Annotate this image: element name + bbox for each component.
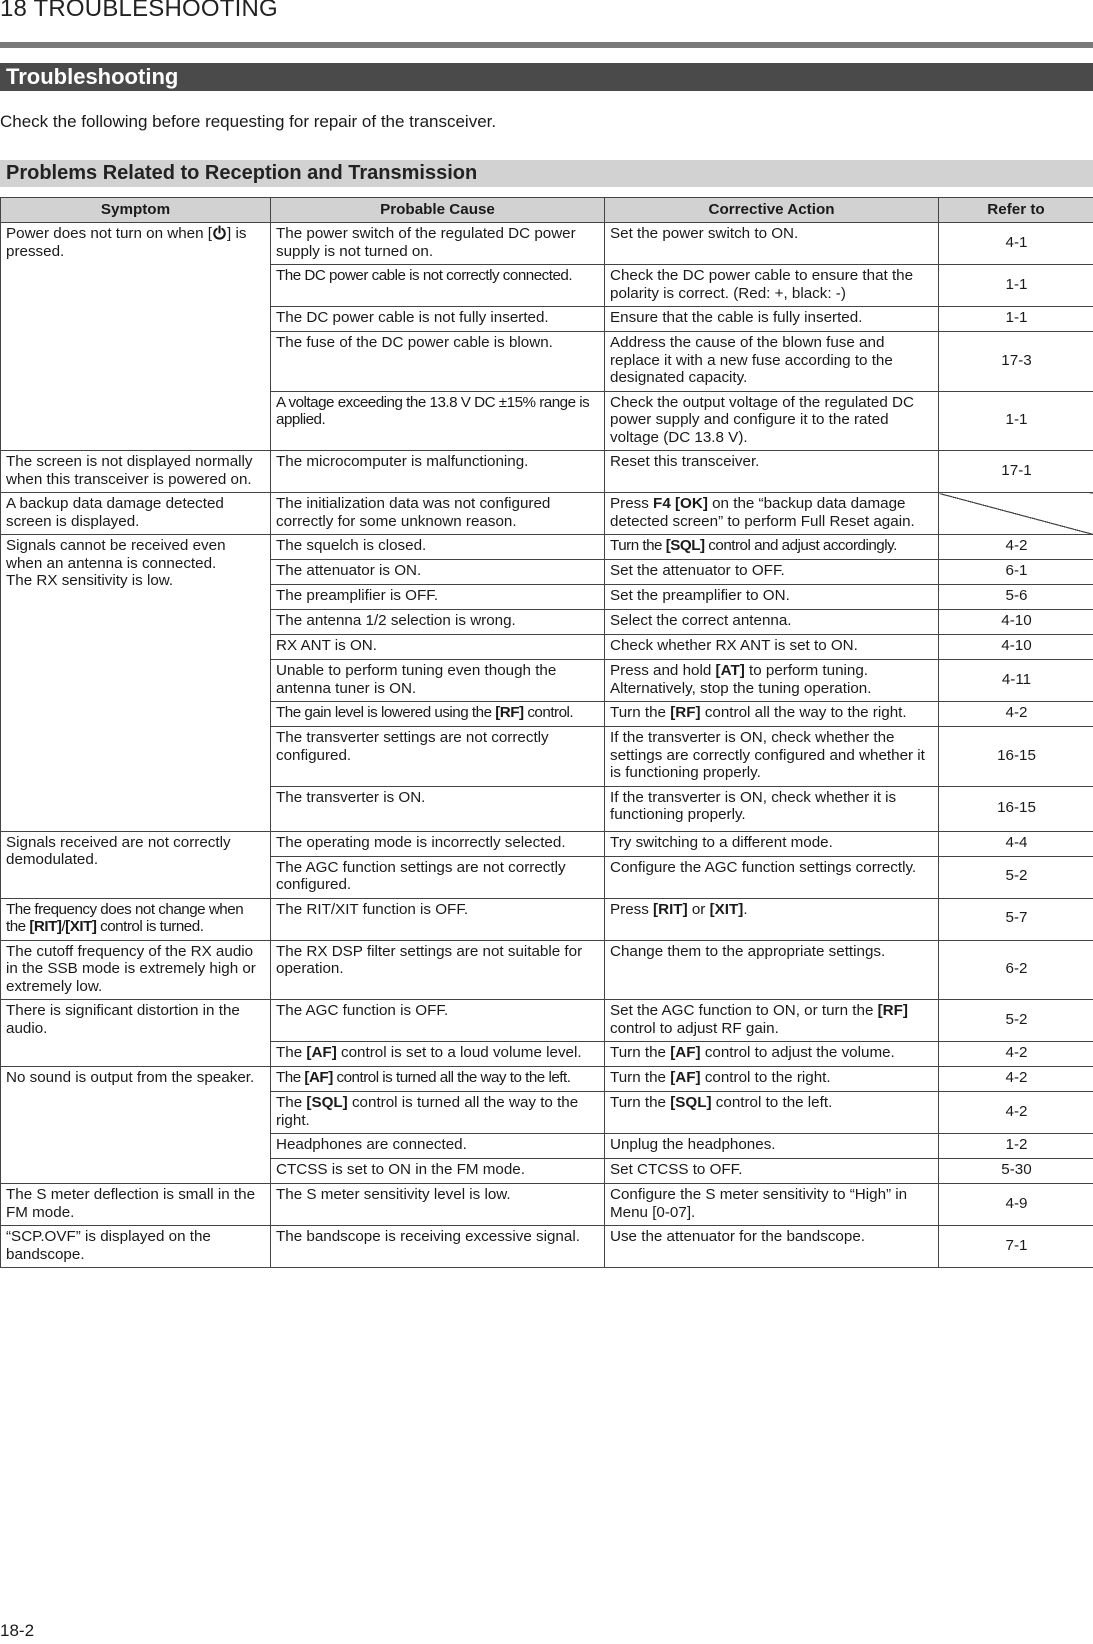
action-cell: Check the DC power cable to ensure that the polarity is correct. (Red: +, black: -)	[605, 265, 939, 307]
cause-cell: The [AF] control is set to a loud volume level.	[271, 1042, 605, 1067]
table-row	[1, 1067, 1093, 1092]
symptom-cell: The cutoff frequency of the RX audio in the SSB mode is extremely high or extremely low.	[1, 940, 271, 1000]
action-cell: Set CTCSS to OFF.	[605, 1159, 939, 1184]
ref-cell: 4-2	[939, 1042, 1093, 1067]
symptom-cell: Signals received are not correctly demodulated.	[1, 831, 271, 898]
cause-cell: The DC power cable is not fully inserted.	[271, 307, 605, 332]
action-cell: Use the attenuator for the bandscope.	[605, 1226, 939, 1268]
cause-cell: The fuse of the DC power cable is blown.	[271, 332, 605, 392]
cause-cell: A voltage exceeding the 13.8 V DC ±15% range is applied.	[271, 391, 605, 451]
ref-cell: 16-15	[939, 786, 1093, 831]
cause-cell: Headphones are connected.	[271, 1134, 605, 1159]
action-cell: If the transverter is ON, check whether the settings are correctly configured and whether it is functioning properly.	[605, 727, 939, 787]
action-cell: Unplug the headphones.	[605, 1134, 939, 1159]
ref-cell: 4-10	[939, 635, 1093, 660]
header-action: Corrective Action	[605, 198, 939, 223]
table-row	[1, 1184, 1093, 1226]
cause-cell: The initialization data was not configured correctly for some unknown reason.	[271, 493, 605, 535]
header-symptom: Symptom	[1, 198, 271, 223]
symptom-cell: Power does not turn on when [ ] is pressed.	[1, 223, 271, 451]
ref-cell: 5-7	[939, 898, 1093, 940]
action-cell: Try switching to a different mode.	[605, 831, 939, 856]
cause-cell: The preamplifier is OFF.	[271, 585, 605, 610]
action-cell: Configure the AGC function settings correctly.	[605, 856, 939, 898]
action-cell: Address the cause of the blown fuse and replace it with a new fuse according to the designated capacity.	[605, 332, 939, 392]
cause-cell: The bandscope is receiving excessive signal.	[271, 1226, 605, 1268]
symptom-cell: There is significant distortion in the audio.	[1, 1000, 271, 1067]
ref-cell: 5-2	[939, 856, 1093, 898]
ref-cell: 5-2	[939, 1000, 1093, 1042]
action-cell: Set the AGC function to ON, or turn the [RF] control to adjust RF gain.	[605, 1000, 939, 1042]
ref-cell: 4-4	[939, 831, 1093, 856]
ref-cell: 4-1	[939, 223, 1093, 265]
action-cell: Set the attenuator to OFF.	[605, 560, 939, 585]
symptom-cell: The frequency does not change when the [RIT]/[XIT] control is turned.	[1, 898, 271, 940]
ref-cell: 4-2	[939, 702, 1093, 727]
cause-cell: The S meter sensitivity level is low.	[271, 1184, 605, 1226]
action-cell: Ensure that the cable is fully inserted.	[605, 307, 939, 332]
symptom-cell: No sound is output from the speaker.	[1, 1067, 271, 1184]
ref-cell: 1-1	[939, 265, 1093, 307]
cause-cell: The attenuator is ON.	[271, 560, 605, 585]
action-cell: Turn the [SQL] control to the left.	[605, 1092, 939, 1134]
cause-cell: The transverter is ON.	[271, 786, 605, 831]
action-cell: Reset this transceiver.	[605, 451, 939, 493]
cause-cell: The antenna 1/2 selection is wrong.	[271, 610, 605, 635]
cause-cell: The [AF] control is turned all the way to the left.	[271, 1067, 605, 1092]
action-cell: Press and hold [AT] to perform tuning. Alternatively, stop the tuning operation.	[605, 660, 939, 702]
cause-cell: The gain level is lowered using the [RF] control.	[271, 702, 605, 727]
action-cell: Turn the [SQL] control and adjust accordingly.	[605, 535, 939, 560]
intro-text: Check the following before requesting for repair of the transceiver.	[0, 112, 497, 131]
ref-cell: 7-1	[939, 1226, 1093, 1268]
action-cell: Set the preamplifier to ON.	[605, 585, 939, 610]
symptom-cell: The S meter deflection is small in the FM mode.	[1, 1184, 271, 1226]
chapter-title: 18 TROUBLESHOOTING	[0, 0, 278, 22]
ref-cell: 17-1	[939, 451, 1093, 493]
cause-cell: The power switch of the regulated DC power supply is not turned on.	[271, 223, 605, 265]
action-cell: Change them to the appropriate settings.	[605, 940, 939, 1000]
table-row	[1, 493, 1093, 535]
ref-cell: 1-1	[939, 391, 1093, 451]
symptom-cell: Signals cannot be received even when an antenna is connected. The RX sensitivity is low.	[1, 535, 271, 832]
table-header-row	[1, 198, 1093, 223]
ref-cell: 4-2	[939, 535, 1093, 560]
table-row	[1, 898, 1093, 940]
cause-cell: The transverter settings are not correctly configured.	[271, 727, 605, 787]
header-refer: Refer to	[939, 198, 1093, 223]
page-number: 18-2	[0, 1621, 35, 1640]
ref-cell: 4-11	[939, 660, 1093, 702]
cause-cell: The [SQL] control is turned all the way to the right.	[271, 1092, 605, 1134]
action-cell: Turn the [RF] control all the way to the right.	[605, 702, 939, 727]
table-row	[1, 940, 1093, 1000]
ref-cell: 5-30	[939, 1159, 1093, 1184]
symptom-cell: A backup data damage detected screen is displayed.	[1, 493, 271, 535]
ref-cell: 6-1	[939, 560, 1093, 585]
ref-cell: 4-10	[939, 610, 1093, 635]
action-cell: Turn the [AF] control to the right.	[605, 1067, 939, 1092]
power-icon	[212, 225, 227, 240]
symptom-cell: The screen is not displayed normally when this transceiver is powered on.	[1, 451, 271, 493]
action-cell: Configure the S meter sensitivity to “High” in Menu [0-07].	[605, 1184, 939, 1226]
table-row	[1, 535, 1093, 560]
cause-cell: CTCSS is set to ON in the FM mode.	[271, 1159, 605, 1184]
action-cell: Set the power switch to ON.	[605, 223, 939, 265]
cause-cell: The operating mode is incorrectly selected.	[271, 831, 605, 856]
ref-cell: 16-15	[939, 727, 1093, 787]
table-row	[1, 831, 1093, 856]
ref-cell: 5-6	[939, 585, 1093, 610]
cause-cell: The RX DSP filter settings are not suitable for operation.	[271, 940, 605, 1000]
table-row	[1, 223, 1093, 265]
ref-cell: 4-9	[939, 1184, 1093, 1226]
table-row	[1, 1000, 1093, 1042]
symptom-cell: “SCP.OVF” is displayed on the bandscope.	[1, 1226, 271, 1268]
action-cell: Press F4 [OK] on the “backup data damage detected screen” to perform Full Reset again.	[605, 493, 939, 535]
cause-cell: The AGC function is OFF.	[271, 1000, 605, 1042]
chapter-rule	[0, 42, 1093, 48]
action-cell: If the transverter is ON, check whether it is functioning properly.	[605, 786, 939, 831]
header-cause: Probable Cause	[271, 198, 605, 223]
section-title: Troubleshooting	[0, 63, 1093, 91]
cause-cell: The DC power cable is not correctly connected.	[271, 265, 605, 307]
action-cell: Check the output voltage of the regulated DC power supply and configure it to the rated voltage (DC 13.8 V).	[605, 391, 939, 451]
cause-cell: The microcomputer is malfunctioning.	[271, 451, 605, 493]
cause-cell: Unable to perform tuning even though the antenna tuner is ON.	[271, 660, 605, 702]
ref-cell: 6-2	[939, 940, 1093, 1000]
cause-cell: The RIT/XIT function is OFF.	[271, 898, 605, 940]
ref-cell: 4-2	[939, 1067, 1093, 1092]
troubleshooting-table	[0, 197, 1093, 1268]
action-cell: Press [RIT] or [XIT].	[605, 898, 939, 940]
action-cell: Turn the [AF] control to adjust the volume.	[605, 1042, 939, 1067]
ref-cell: 4-2	[939, 1092, 1093, 1134]
ref-cell: 17-3	[939, 332, 1093, 392]
ref-cell: 1-1	[939, 307, 1093, 332]
table-row	[1, 1226, 1093, 1268]
cause-cell: RX ANT is ON.	[271, 635, 605, 660]
cause-cell: The squelch is closed.	[271, 535, 605, 560]
action-cell: Select the correct antenna.	[605, 610, 939, 635]
table-row	[1, 451, 1093, 493]
action-cell: Check whether RX ANT is set to ON.	[605, 635, 939, 660]
ref-cell: 1-2	[939, 1134, 1093, 1159]
cause-cell: The AGC function settings are not correctly configured.	[271, 856, 605, 898]
ref-cell-empty	[939, 493, 1093, 535]
subsection-title: Problems Related to Reception and Transmission	[0, 160, 1093, 187]
